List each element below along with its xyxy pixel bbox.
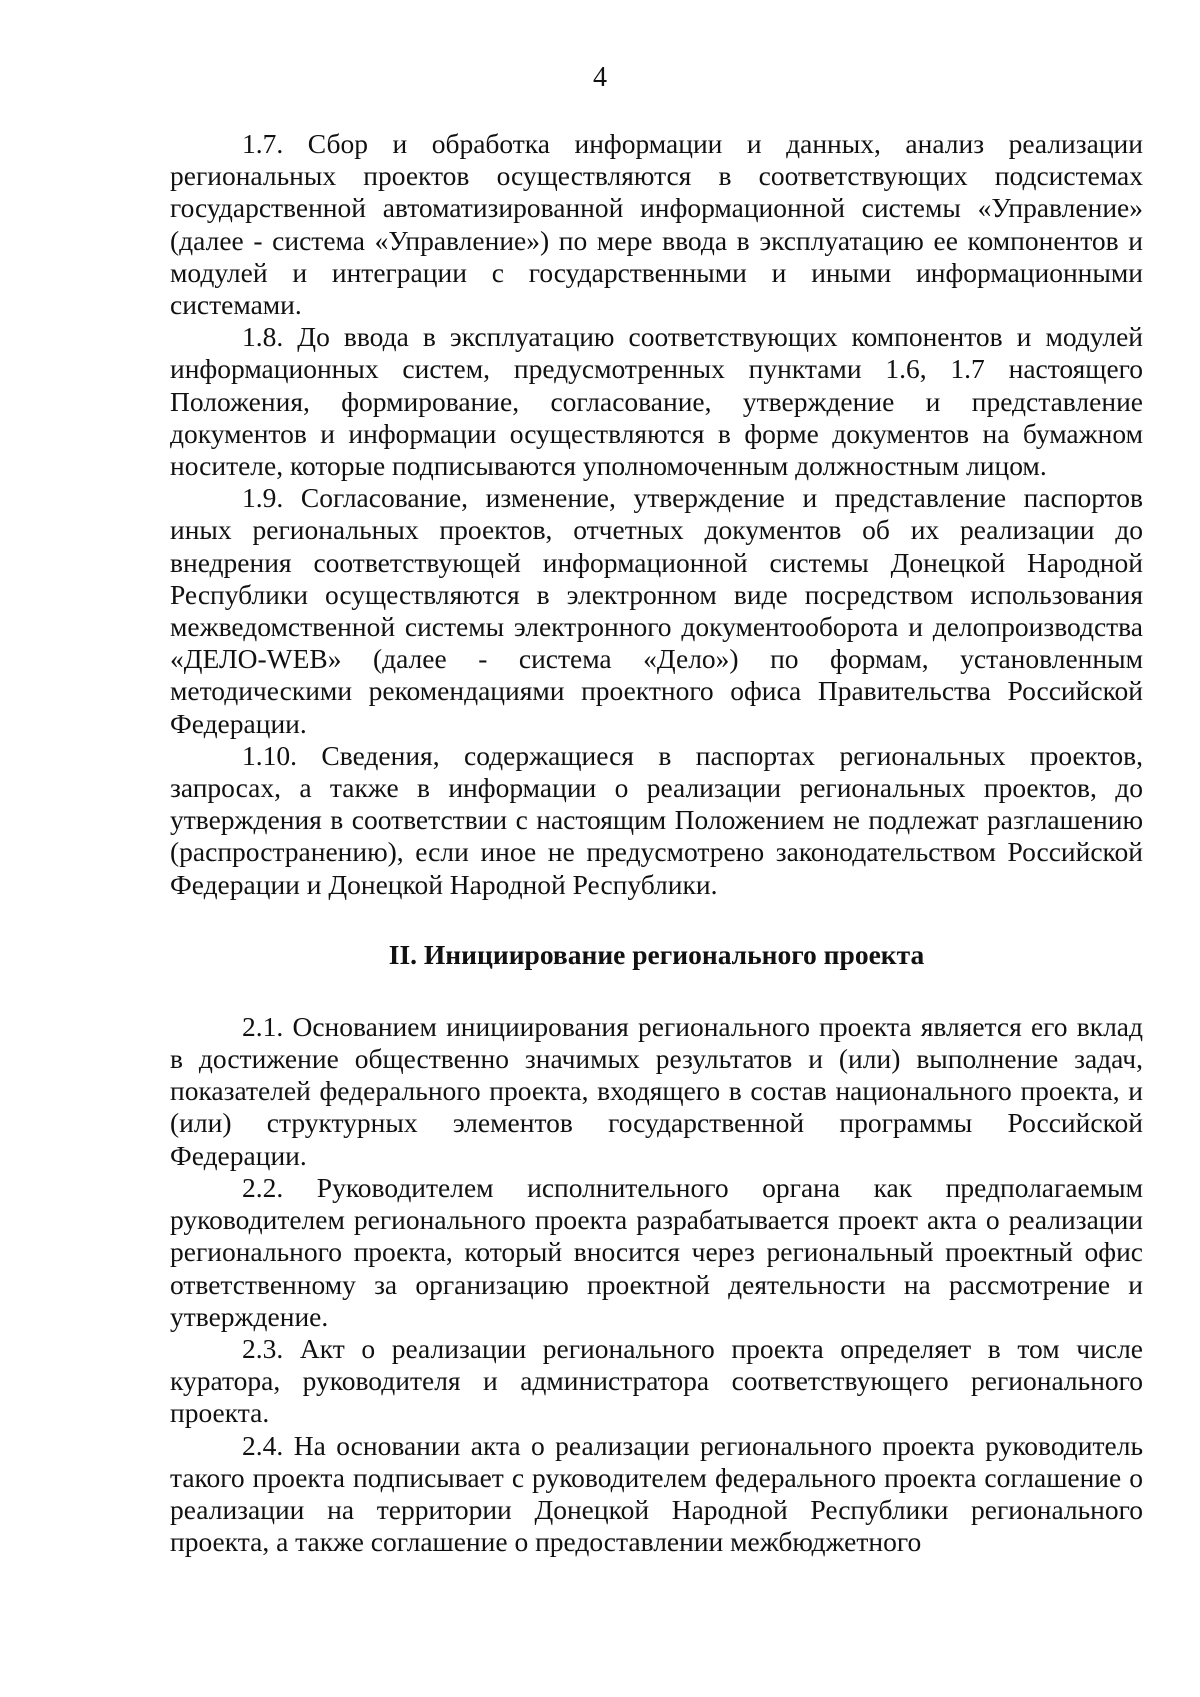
paragraph-1-7: 1.7. Сбор и обработка информации и данных, анализ реализации региональных проектов осуществляются в соответствующих подсистемах государственной автоматизированной информационной системы «Управление» (далее - система «Управление») по мере ввода в эксплуатацию ее компонентов и модулей и интеграции с государственными и иными информационными системами. <box>170 128 1143 321</box>
paragraph-2-2: 2.2. Руководителем исполнительного органа как предполагаемым руководителем регионального проекта разрабатывается проект акта о реализации регионального проекта, который вносится через региональный проектный офис ответственному за организацию проектной деятельности на рассмотрение и утверждение. <box>170 1171 1143 1332</box>
paragraph-2-3: 2.3. Акт о реализации регионального проекта определяет в том числе куратора, руководителя и администратора соответствующего регионального проекта. <box>170 1332 1143 1429</box>
paragraph-1-8: 1.8. До ввода в эксплуатацию соответствующих компонентов и модулей информационных систем, предусмотренных пунктами 1.6, 1.7 настоящего Положения, формирование, согласование, утверждение и представление документов и информации осуществляются в форме документов на бумажном носителе, которые подписываются уполномоченным должностным лицом. <box>170 321 1143 482</box>
section-heading: II. Инициирование регионального проекта <box>388 938 925 970</box>
paragraph-2-1: 2.1. Основанием инициирования регионального проекта является его вклад в достижение общественно значимых результатов и (или) выполнение задач, показателей федерального проекта, входящего в состав национального проекта, и (или) структурных элементов государственной программы Российской Федерации. <box>170 1010 1143 1171</box>
paragraph-1-9: 1.9. Согласование, изменение, утверждение и представление паспортов иных региональных проектов, отчетных документов об их реализации до внедрения соответствующей информационной системы Донецкой Народной Республики осуществляются в электронном виде посредством использования межведомственной системы электронного документооборота и делопроизводства «ДЕЛО-WEB» (далее - система «Дело») по формам, установленным методическими рекомендациями проектного офиса Правительства Российской Федерации. <box>170 482 1143 739</box>
page-number: 4 <box>593 62 607 93</box>
document-body <box>170 128 1143 1558</box>
paragraph-1-10: 1.10. Сведения, содержащиеся в паспортах региональных проектов, запросах, а также в информации о реализации региональных проектов, до утверждения в соответствии с настоящим Положением не подлежат разглашению (распространению), если иное не предусмотрено законодательством Российской Федерации и Донецкой Народной Республики. <box>170 739 1143 900</box>
paragraph-2-4: 2.4. На основании акта о реализации регионального проекта руководитель такого проекта подписывает с руководителем федерального проекта соглашение о реализации на территории Донецкой Народной Республики регионального проекта, а также соглашение о предоставлении межбюджетного <box>170 1429 1143 1558</box>
